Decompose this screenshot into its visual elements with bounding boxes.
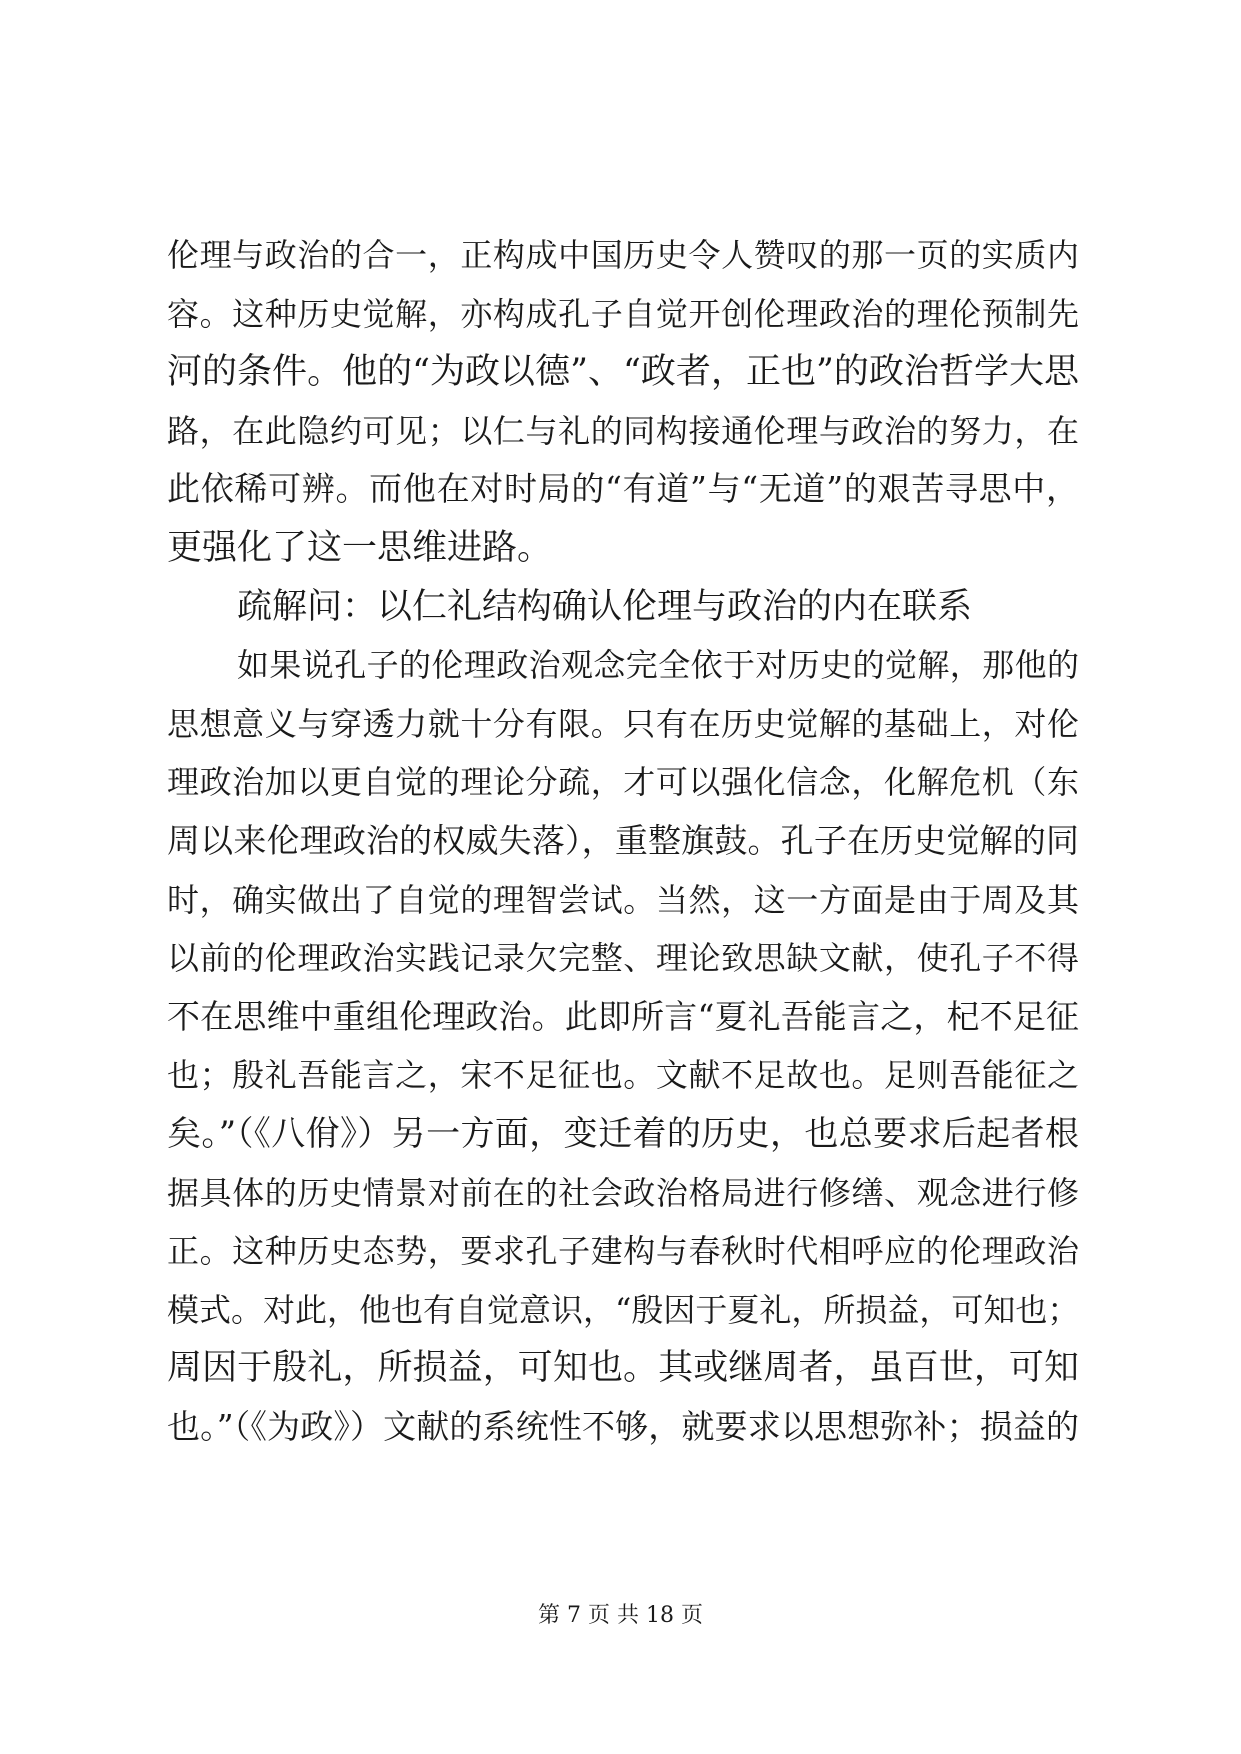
text-line: 模式。对此，他也有自觉意识，“殷因于夏礼，所损益，可知也； [167, 1290, 1080, 1329]
text-line: 时，确实做出了自觉的理智尝试。当然，这一方面是由于周及其 [167, 880, 1079, 919]
text-line: 路，在此隐约可见；以仁与礼的同构接通伦理与政治的努力，在 [167, 411, 1079, 450]
text-line: 也；殷礼吾能言之，宋不足征也。文献不足故也。足则吾能征之 [167, 1056, 1079, 1095]
text-line: 理政治加以更自觉的理论分疏，才可以强化信念，化解危机（东 [167, 763, 1079, 802]
body-text [167, 226, 1079, 1456]
text-line: 据具体的历史情景对前在的社会政治格局进行修缮、观念进行修 [167, 1173, 1079, 1212]
text-line: 更强化了这一思维进路。 [167, 527, 553, 568]
text-line: 周以来伦理政治的权威失落），重整旗鼓。孔子在历史觉解的同 [167, 820, 1079, 860]
text-line: 伦理与政治的合一，正构成中国历史令人赞叹的那一页的实质内 [167, 236, 1079, 274]
text-line: 思想意义与穿透力就十分有限。只有在历史觉解的基础上，对伦 [167, 704, 1079, 743]
text-line: 不在思维中重组伦理政治。此即所言“夏礼吾能言之，杞不足征 [167, 996, 1079, 1036]
text-line: 正。这种历史态势，要求孔子建构与春秋时代相呼应的伦理政治 [167, 1232, 1079, 1271]
text-line: 周因于殷礼，所损益，可知也。其或继周者，虽百世，可知 [167, 1348, 1079, 1389]
page-number-footer: 第 7 页 共 18 页 [538, 1603, 703, 1628]
text-line: 矣。”（《八佾》）另一方面，变迁着的历史，也总要求后起者根 [167, 1113, 1079, 1154]
text-line: 也。”（《为政》）文献的系统性不够，就要求以思想弥补；损益的 [167, 1406, 1079, 1446]
text-line: 容。这种历史觉解，亦构成孔子自觉开创伦理政治的理伦预制先 [167, 294, 1079, 333]
text-line: 此依稀可辨。而他在对时局的“有道”与“无道”的艰苦寻思中， [167, 469, 1079, 509]
text-line: 以前的伦理政治实践记录欠完整、理论致思缺文献，使孔子不得 [167, 939, 1079, 978]
text-line: 如果说孔子的伦理政治观念完全依于对历史的觉解，那他的 [237, 646, 1079, 685]
section-heading: 疏解问：以仁礼结构确认伦理与政治的内在联系 [237, 586, 973, 627]
text-line: 河的条件。他的“为政以德”、“政者，正也”的政治哲学大思 [167, 352, 1079, 393]
